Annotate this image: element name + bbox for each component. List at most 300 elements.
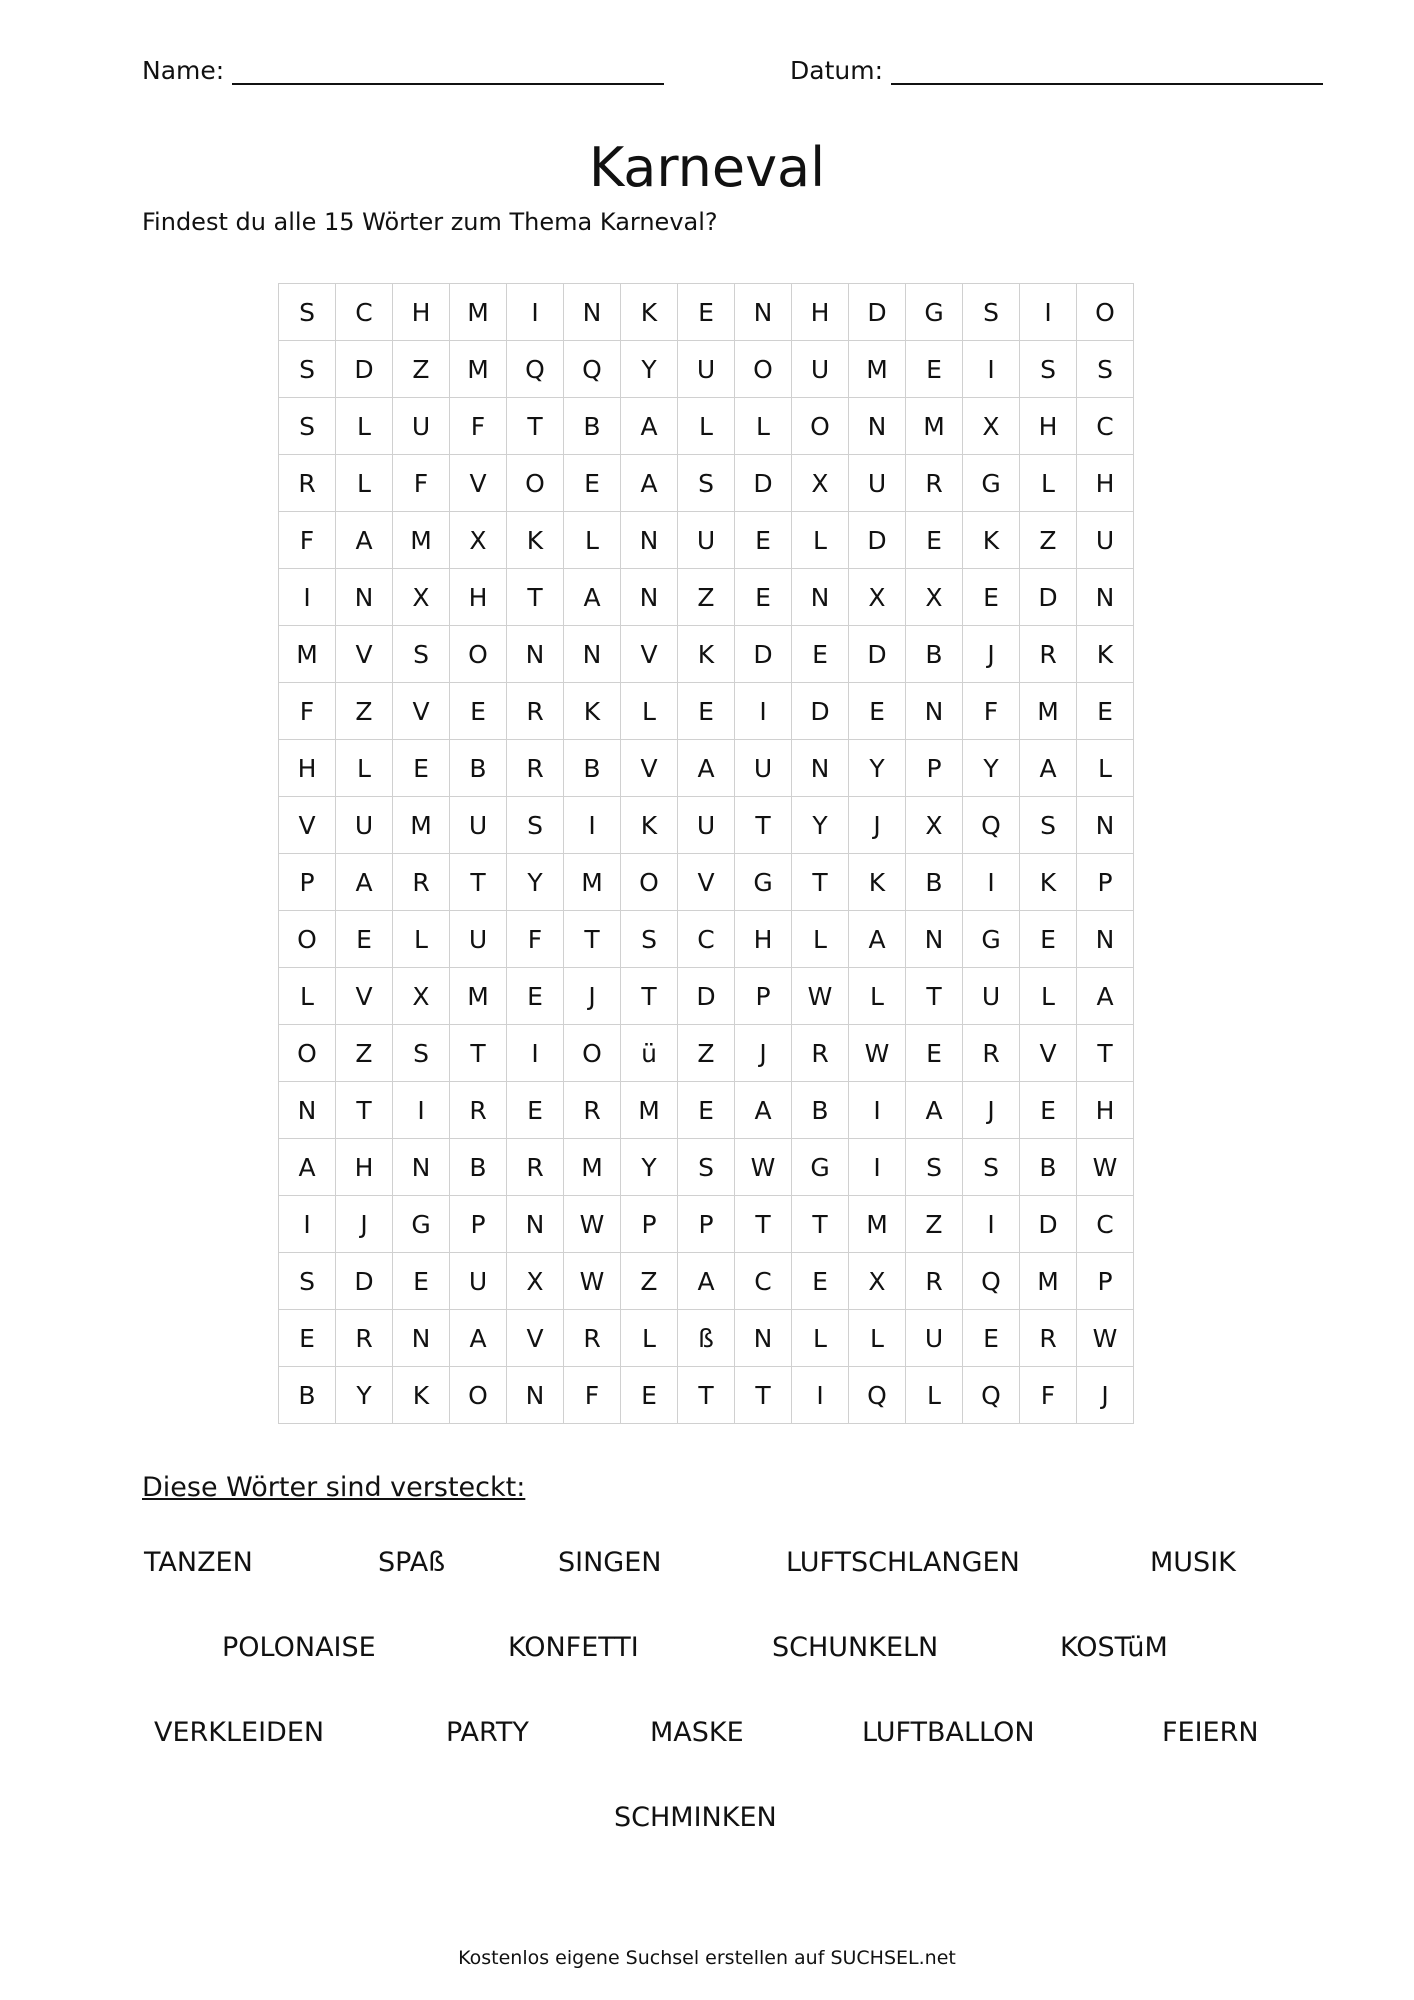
grid-cell[interactable]: F [1020,1367,1077,1424]
grid-cell[interactable]: S [279,398,336,455]
grid-cell[interactable]: V [279,797,336,854]
grid-cell[interactable]: N [393,1310,450,1367]
grid-cell[interactable]: C [1077,398,1134,455]
grid-cell[interactable]: L [1020,968,1077,1025]
grid-cell[interactable]: K [393,1367,450,1424]
grid-cell[interactable]: Z [336,1025,393,1082]
grid-cell[interactable]: T [735,797,792,854]
grid-cell[interactable]: Y [336,1367,393,1424]
grid-cell[interactable]: N [507,1196,564,1253]
grid-cell[interactable]: N [336,569,393,626]
grid-cell[interactable]: X [393,569,450,626]
grid-cell[interactable]: L [906,1367,963,1424]
grid-cell[interactable]: E [963,569,1020,626]
grid-cell[interactable]: H [450,569,507,626]
grid-cell[interactable]: Z [906,1196,963,1253]
grid-cell[interactable]: O [507,455,564,512]
grid-cell[interactable]: L [336,740,393,797]
grid-cell[interactable]: L [678,398,735,455]
grid-cell[interactable]: M [621,1082,678,1139]
grid-cell[interactable]: U [1077,512,1134,569]
grid-cell[interactable]: K [507,512,564,569]
grid-cell[interactable]: T [336,1082,393,1139]
grid-cell[interactable]: U [963,968,1020,1025]
grid-cell[interactable]: A [849,911,906,968]
grid-cell[interactable]: D [1020,569,1077,626]
grid-cell[interactable]: T [1077,1025,1134,1082]
grid-cell[interactable]: P [279,854,336,911]
grid-cell[interactable]: J [849,797,906,854]
grid-cell[interactable]: N [564,626,621,683]
grid-cell[interactable]: B [450,1139,507,1196]
grid-cell[interactable]: M [849,1196,906,1253]
grid-cell[interactable]: T [792,854,849,911]
grid-cell[interactable]: I [735,683,792,740]
grid-cell[interactable]: O [735,341,792,398]
grid-cell[interactable]: W [564,1196,621,1253]
grid-cell[interactable]: X [963,398,1020,455]
grid-cell[interactable]: T [507,398,564,455]
grid-cell[interactable]: O [564,1025,621,1082]
grid-cell[interactable]: T [621,968,678,1025]
grid-cell[interactable]: L [792,911,849,968]
grid-cell[interactable]: K [678,626,735,683]
grid-cell[interactable]: A [564,569,621,626]
grid-cell[interactable]: K [1020,854,1077,911]
grid-cell[interactable]: A [621,455,678,512]
grid-cell[interactable]: R [279,455,336,512]
grid-cell[interactable]: C [678,911,735,968]
grid-cell[interactable]: Y [621,1139,678,1196]
grid-cell[interactable]: H [336,1139,393,1196]
grid-cell[interactable]: E [336,911,393,968]
grid-cell[interactable]: N [1077,569,1134,626]
grid-cell[interactable]: D [1020,1196,1077,1253]
grid-cell[interactable]: W [849,1025,906,1082]
grid-cell[interactable]: N [735,284,792,341]
grid-cell[interactable]: G [393,1196,450,1253]
grid-cell[interactable]: K [963,512,1020,569]
grid-cell[interactable]: K [849,854,906,911]
grid-cell[interactable]: V [621,740,678,797]
grid-cell[interactable]: O [621,854,678,911]
grid-cell[interactable]: A [735,1082,792,1139]
grid-cell[interactable]: X [393,968,450,1025]
grid-cell[interactable]: ü [621,1025,678,1082]
grid-cell[interactable]: D [336,1253,393,1310]
grid-cell[interactable]: X [849,1253,906,1310]
grid-cell[interactable]: S [279,341,336,398]
grid-cell[interactable]: E [963,1310,1020,1367]
grid-cell[interactable]: V [507,1310,564,1367]
grid-cell[interactable]: W [564,1253,621,1310]
grid-cell[interactable]: M [564,1139,621,1196]
grid-cell[interactable]: A [621,398,678,455]
grid-cell[interactable]: J [963,626,1020,683]
grid-cell[interactable]: P [1077,1253,1134,1310]
grid-cell[interactable]: I [792,1367,849,1424]
grid-cell[interactable]: F [963,683,1020,740]
date-field[interactable] [790,56,1323,85]
grid-cell[interactable]: I [279,1196,336,1253]
grid-cell[interactable]: M [849,341,906,398]
grid-cell[interactable]: G [792,1139,849,1196]
grid-cell[interactable]: U [735,740,792,797]
grid-cell[interactable]: A [1020,740,1077,797]
grid-cell[interactable]: X [792,455,849,512]
grid-cell[interactable]: K [1077,626,1134,683]
grid-cell[interactable]: S [678,455,735,512]
grid-cell[interactable]: B [564,740,621,797]
grid-cell[interactable]: A [450,1310,507,1367]
grid-cell[interactable]: L [1020,455,1077,512]
grid-cell[interactable]: I [393,1082,450,1139]
grid-cell[interactable]: D [849,626,906,683]
grid-cell[interactable]: A [1077,968,1134,1025]
grid-cell[interactable]: N [507,1367,564,1424]
grid-cell[interactable]: L [735,398,792,455]
grid-cell[interactable]: F [564,1367,621,1424]
grid-cell[interactable]: E [1077,683,1134,740]
grid-cell[interactable]: L [393,911,450,968]
grid-cell[interactable]: B [906,626,963,683]
grid-cell[interactable]: U [849,455,906,512]
grid-cell[interactable]: G [963,911,1020,968]
grid-cell[interactable]: P [678,1196,735,1253]
grid-cell[interactable]: T [564,911,621,968]
grid-cell[interactable]: H [393,284,450,341]
grid-cell[interactable]: Y [621,341,678,398]
grid-cell[interactable]: Y [507,854,564,911]
grid-cell[interactable]: M [1020,683,1077,740]
grid-cell[interactable]: H [1020,398,1077,455]
grid-cell[interactable]: H [1077,455,1134,512]
grid-cell[interactable]: Y [963,740,1020,797]
grid-cell[interactable]: E [1020,1082,1077,1139]
grid-cell[interactable]: R [792,1025,849,1082]
grid-cell[interactable]: W [792,968,849,1025]
grid-cell[interactable]: N [906,683,963,740]
grid-cell[interactable]: F [393,455,450,512]
grid-cell[interactable]: B [450,740,507,797]
grid-cell[interactable]: M [906,398,963,455]
grid-cell[interactable]: U [906,1310,963,1367]
grid-cell[interactable]: E [1020,911,1077,968]
grid-cell[interactable]: S [621,911,678,968]
grid-cell[interactable]: Q [849,1367,906,1424]
grid-cell[interactable]: T [678,1367,735,1424]
grid-cell[interactable]: S [393,626,450,683]
grid-cell[interactable]: I [849,1139,906,1196]
grid-cell[interactable]: A [678,740,735,797]
grid-cell[interactable]: E [507,1082,564,1139]
grid-cell[interactable]: B [279,1367,336,1424]
grid-cell[interactable]: Q [963,1253,1020,1310]
grid-cell[interactable]: B [906,854,963,911]
grid-cell[interactable]: K [621,797,678,854]
grid-cell[interactable]: Q [963,797,1020,854]
grid-cell[interactable]: I [279,569,336,626]
grid-cell[interactable]: M [450,284,507,341]
grid-cell[interactable]: I [963,854,1020,911]
grid-cell[interactable]: R [336,1310,393,1367]
grid-cell[interactable]: C [336,284,393,341]
grid-cell[interactable]: E [393,1253,450,1310]
grid-cell[interactable]: L [336,455,393,512]
grid-cell[interactable]: N [621,569,678,626]
grid-cell[interactable]: R [393,854,450,911]
grid-cell[interactable]: T [450,854,507,911]
grid-cell[interactable]: J [336,1196,393,1253]
grid-cell[interactable]: V [336,968,393,1025]
grid-cell[interactable]: N [735,1310,792,1367]
grid-cell[interactable]: X [849,569,906,626]
grid-cell[interactable]: M [450,341,507,398]
grid-cell[interactable]: T [735,1367,792,1424]
grid-cell[interactable]: O [450,626,507,683]
grid-cell[interactable]: Z [1020,512,1077,569]
grid-cell[interactable]: Y [792,797,849,854]
grid-cell[interactable]: J [735,1025,792,1082]
grid-cell[interactable]: T [450,1025,507,1082]
grid-cell[interactable]: A [336,512,393,569]
grid-cell[interactable]: N [792,740,849,797]
grid-cell[interactable]: H [1077,1082,1134,1139]
grid-cell[interactable]: C [1077,1196,1134,1253]
grid-cell[interactable]: N [1077,797,1134,854]
grid-cell[interactable]: E [735,569,792,626]
grid-cell[interactable]: N [906,911,963,968]
grid-cell[interactable]: U [450,1253,507,1310]
grid-cell[interactable]: E [678,1082,735,1139]
grid-cell[interactable]: M [450,968,507,1025]
grid-cell[interactable]: L [336,398,393,455]
grid-cell[interactable]: O [792,398,849,455]
grid-cell[interactable]: R [507,683,564,740]
grid-cell[interactable]: E [450,683,507,740]
grid-cell[interactable]: A [906,1082,963,1139]
grid-cell[interactable]: F [507,911,564,968]
grid-cell[interactable]: Q [963,1367,1020,1424]
grid-cell[interactable]: V [393,683,450,740]
grid-cell[interactable]: ß [678,1310,735,1367]
grid-cell[interactable]: B [792,1082,849,1139]
grid-cell[interactable]: N [279,1082,336,1139]
grid-cell[interactable]: F [450,398,507,455]
grid-cell[interactable]: D [849,512,906,569]
grid-cell[interactable]: I [507,284,564,341]
grid-cell[interactable]: L [564,512,621,569]
grid-cell[interactable]: E [906,341,963,398]
grid-cell[interactable]: P [735,968,792,1025]
name-blank-line[interactable] [232,61,664,85]
grid-cell[interactable]: S [678,1139,735,1196]
grid-cell[interactable]: V [621,626,678,683]
grid-cell[interactable]: M [1020,1253,1077,1310]
grid-cell[interactable]: A [279,1139,336,1196]
grid-cell[interactable]: F [279,512,336,569]
grid-cell[interactable]: D [849,284,906,341]
grid-cell[interactable]: L [849,968,906,1025]
grid-cell[interactable]: I [849,1082,906,1139]
grid-cell[interactable]: I [963,1196,1020,1253]
grid-cell[interactable]: M [279,626,336,683]
grid-cell[interactable]: G [963,455,1020,512]
grid-cell[interactable]: S [963,1139,1020,1196]
grid-cell[interactable]: E [393,740,450,797]
grid-cell[interactable]: E [906,1025,963,1082]
grid-cell[interactable]: N [621,512,678,569]
grid-cell[interactable]: U [393,398,450,455]
date-blank-line[interactable] [891,61,1323,85]
grid-cell[interactable]: P [1077,854,1134,911]
grid-cell[interactable]: L [279,968,336,1025]
grid-cell[interactable]: P [450,1196,507,1253]
grid-cell[interactable]: R [450,1082,507,1139]
grid-cell[interactable]: E [279,1310,336,1367]
grid-cell[interactable]: Q [564,341,621,398]
grid-cell[interactable]: G [735,854,792,911]
grid-cell[interactable]: F [279,683,336,740]
grid-cell[interactable]: U [678,341,735,398]
grid-cell[interactable]: O [450,1367,507,1424]
grid-cell[interactable]: K [564,683,621,740]
grid-cell[interactable]: K [621,284,678,341]
grid-cell[interactable]: U [678,512,735,569]
grid-cell[interactable]: N [849,398,906,455]
grid-cell[interactable]: I [507,1025,564,1082]
grid-cell[interactable]: T [735,1196,792,1253]
grid-cell[interactable]: H [735,911,792,968]
grid-cell[interactable]: E [678,683,735,740]
grid-cell[interactable]: I [564,797,621,854]
grid-cell[interactable]: S [1020,797,1077,854]
grid-cell[interactable]: J [963,1082,1020,1139]
grid-cell[interactable]: R [1020,626,1077,683]
grid-cell[interactable]: S [507,797,564,854]
grid-cell[interactable]: R [507,740,564,797]
grid-cell[interactable]: D [735,455,792,512]
grid-cell[interactable]: E [849,683,906,740]
grid-cell[interactable]: Z [678,1025,735,1082]
grid-cell[interactable]: E [564,455,621,512]
grid-cell[interactable]: P [906,740,963,797]
grid-cell[interactable]: W [1077,1139,1134,1196]
grid-cell[interactable]: E [507,968,564,1025]
grid-cell[interactable]: S [906,1139,963,1196]
grid-cell[interactable]: A [336,854,393,911]
grid-cell[interactable]: U [678,797,735,854]
grid-cell[interactable]: L [1077,740,1134,797]
grid-cell[interactable]: Z [336,683,393,740]
grid-cell[interactable]: M [393,512,450,569]
grid-cell[interactable]: Z [621,1253,678,1310]
grid-cell[interactable]: R [906,455,963,512]
grid-cell[interactable]: B [564,398,621,455]
grid-cell[interactable]: L [792,512,849,569]
grid-cell[interactable]: S [279,284,336,341]
grid-cell[interactable]: C [735,1253,792,1310]
grid-cell[interactable]: E [621,1367,678,1424]
grid-cell[interactable]: R [963,1025,1020,1082]
grid-cell[interactable]: U [792,341,849,398]
grid-cell[interactable]: E [792,1253,849,1310]
grid-cell[interactable]: V [678,854,735,911]
grid-cell[interactable]: D [792,683,849,740]
grid-cell[interactable]: W [735,1139,792,1196]
grid-cell[interactable]: R [906,1253,963,1310]
grid-cell[interactable]: X [906,569,963,626]
grid-cell[interactable]: S [963,284,1020,341]
grid-cell[interactable]: L [621,683,678,740]
grid-cell[interactable]: G [906,284,963,341]
grid-cell[interactable]: D [336,341,393,398]
grid-cell[interactable]: N [792,569,849,626]
grid-cell[interactable]: U [450,911,507,968]
grid-cell[interactable]: R [507,1139,564,1196]
grid-cell[interactable]: L [849,1310,906,1367]
grid-cell[interactable]: V [336,626,393,683]
grid-cell[interactable]: T [906,968,963,1025]
grid-cell[interactable]: Z [393,341,450,398]
grid-cell[interactable]: N [393,1139,450,1196]
grid-cell[interactable]: U [450,797,507,854]
grid-cell[interactable]: X [507,1253,564,1310]
grid-cell[interactable]: S [1020,341,1077,398]
grid-cell[interactable]: N [564,284,621,341]
name-field[interactable] [142,56,664,85]
grid-cell[interactable]: E [678,284,735,341]
grid-cell[interactable]: R [564,1310,621,1367]
grid-cell[interactable]: O [1077,284,1134,341]
grid-cell[interactable]: V [1020,1025,1077,1082]
grid-cell[interactable]: E [906,512,963,569]
grid-cell[interactable]: H [792,284,849,341]
grid-cell[interactable]: W [1077,1310,1134,1367]
grid-cell[interactable]: U [336,797,393,854]
grid-cell[interactable]: V [450,455,507,512]
grid-cell[interactable]: M [393,797,450,854]
grid-cell[interactable]: B [1020,1139,1077,1196]
grid-cell[interactable]: X [450,512,507,569]
grid-cell[interactable]: A [678,1253,735,1310]
grid-cell[interactable]: Y [849,740,906,797]
grid-cell[interactable]: I [963,341,1020,398]
grid-cell[interactable]: D [735,626,792,683]
grid-cell[interactable]: D [678,968,735,1025]
grid-cell[interactable]: S [279,1253,336,1310]
grid-cell[interactable]: S [393,1025,450,1082]
grid-cell[interactable]: R [564,1082,621,1139]
grid-cell[interactable]: J [564,968,621,1025]
grid-cell[interactable]: Q [507,341,564,398]
grid-cell[interactable]: N [1077,911,1134,968]
grid-cell[interactable]: E [792,626,849,683]
grid-cell[interactable]: I [1020,284,1077,341]
grid-cell[interactable]: T [507,569,564,626]
grid-cell[interactable]: P [621,1196,678,1253]
grid-cell[interactable]: X [906,797,963,854]
grid-cell[interactable]: Z [678,569,735,626]
grid-cell[interactable]: L [792,1310,849,1367]
grid-cell[interactable]: S [1077,341,1134,398]
grid-cell[interactable]: T [792,1196,849,1253]
grid-cell[interactable]: O [279,1025,336,1082]
grid-cell[interactable]: R [1020,1310,1077,1367]
grid-cell[interactable]: L [621,1310,678,1367]
grid-cell[interactable]: M [564,854,621,911]
grid-cell[interactable]: N [507,626,564,683]
